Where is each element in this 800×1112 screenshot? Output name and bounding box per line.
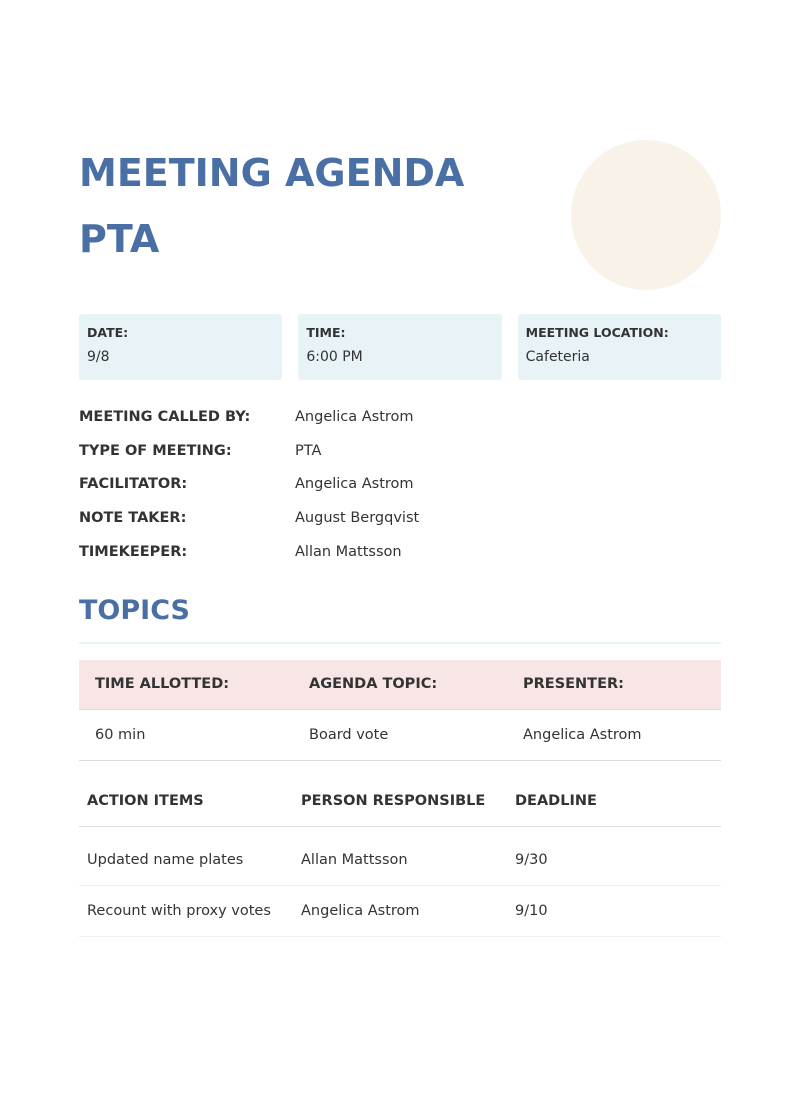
location-value: Cafeteria: [525, 349, 590, 365]
action-items-table: [79, 776, 721, 937]
location-box: [518, 314, 721, 380]
meeting-info-boxes: [79, 314, 721, 380]
topics-table: [79, 660, 721, 761]
detail-facilitator: [79, 471, 721, 505]
table-cell: 60 min: [79, 709, 293, 760]
detail-note-taker: [79, 505, 721, 539]
table-cell: Recount with proxy votes: [79, 885, 293, 936]
time-value: 6:00 PM: [306, 349, 363, 365]
detail-label: NOTE TAKER:: [79, 510, 187, 527]
column-header: PRESENTER:: [507, 660, 721, 709]
column-header: ACTION ITEMS: [79, 776, 293, 826]
table-cell: 9/10: [507, 885, 721, 936]
table-cell: Updated name plates: [79, 826, 293, 885]
time-label: TIME:: [306, 325, 346, 340]
topics-divider: [79, 642, 721, 644]
detail-value: PTA: [295, 442, 322, 459]
page-title: [79, 140, 549, 272]
date-value: 9/8: [87, 349, 110, 365]
table-row: [79, 826, 721, 885]
detail-label: TIMEKEEPER:: [79, 543, 188, 560]
time-box: [298, 314, 501, 380]
date-label: DATE:: [87, 325, 129, 340]
detail-label: MEETING CALLED BY:: [79, 409, 251, 425]
column-header: PERSON RESPONSIBLE: [293, 776, 507, 826]
detail-value: Allan Mattsson: [295, 543, 402, 560]
detail-type-of-meeting: [79, 438, 721, 472]
date-box: [79, 314, 282, 380]
location-label: MEETING LOCATION:: [525, 325, 669, 340]
table-cell: 9/30: [507, 826, 721, 885]
detail-value: Angelica Astrom: [295, 409, 414, 425]
title-line-2: PTA: [79, 217, 160, 261]
detail-value: August Bergqvist: [295, 510, 420, 527]
detail-label: TYPE OF MEETING:: [79, 442, 232, 459]
column-header: AGENDA TOPIC:: [293, 660, 507, 709]
title-line-1: MEETING AGENDA: [79, 151, 465, 195]
topics-heading: TOPICS: [79, 595, 190, 626]
column-header: TIME ALLOTTED:: [79, 660, 293, 709]
detail-called-by: [79, 404, 721, 438]
table-cell: Angelica Astrom: [293, 885, 507, 936]
table-header-row: [79, 660, 721, 709]
column-header: DEADLINE: [507, 776, 721, 826]
detail-label: FACILITATOR:: [79, 476, 188, 493]
table-cell: Allan Mattsson: [293, 826, 507, 885]
table-row: [79, 885, 721, 936]
detail-value: Angelica Astrom: [295, 476, 414, 493]
decorative-circle: [571, 140, 721, 290]
table-cell: Angelica Astrom: [507, 709, 721, 760]
table-cell: Board vote: [293, 709, 507, 760]
detail-timekeeper: [79, 539, 721, 573]
table-header-row: [79, 776, 721, 826]
table-row: [79, 709, 721, 760]
meeting-details: [79, 404, 721, 572]
